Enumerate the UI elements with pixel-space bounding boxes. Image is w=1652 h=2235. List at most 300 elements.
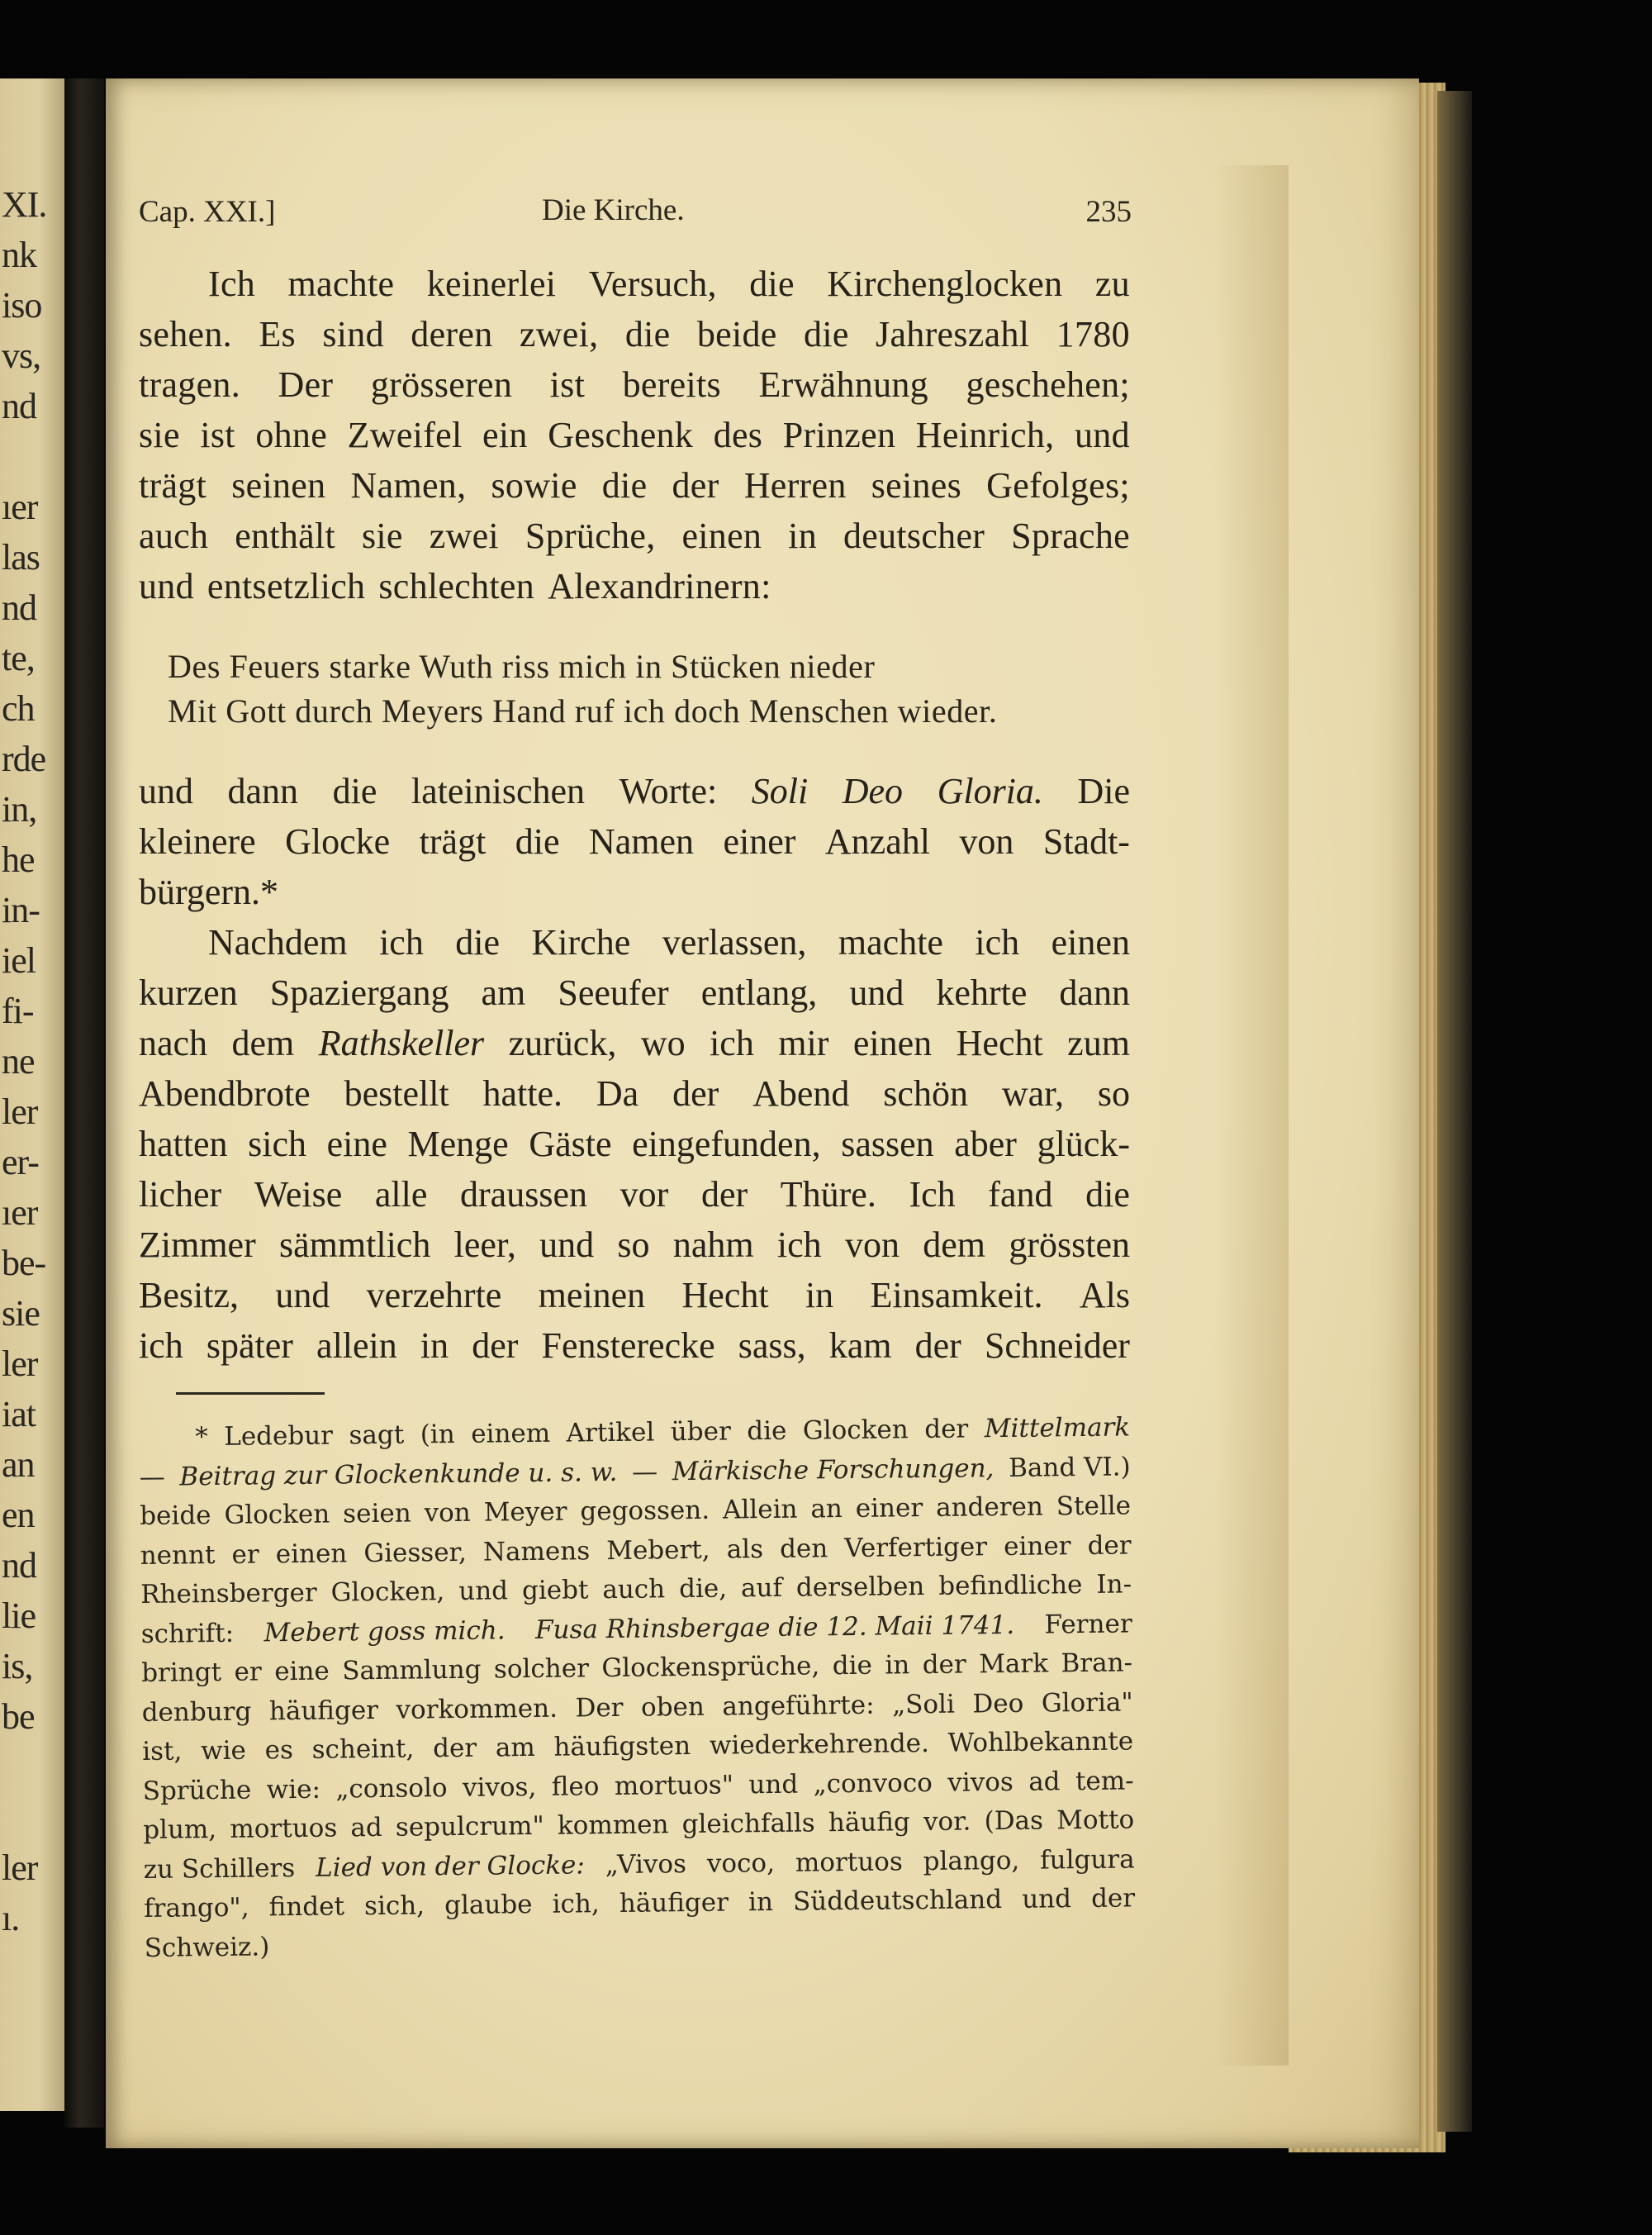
word: Namen, [350, 465, 467, 506]
word: und [1022, 1884, 1072, 1914]
word: Gefolges; [986, 465, 1130, 506]
word: es [264, 1735, 294, 1766]
word: machte [287, 264, 395, 304]
word: Sprache [1011, 516, 1130, 556]
word: Namens [482, 1535, 591, 1567]
word: Giesser, [363, 1537, 468, 1568]
word: aber [954, 1124, 1017, 1164]
word: nahm [672, 1224, 754, 1265]
word: Namen [588, 821, 695, 862]
word: Ferner [1044, 1608, 1132, 1640]
word: einer [1003, 1530, 1071, 1562]
fragment-line: ı. [2, 1898, 20, 1938]
fragment-line: an [2, 1444, 35, 1485]
word: gleichfalls [681, 1808, 815, 1840]
word: mir [778, 1023, 829, 1063]
word: kurzen [139, 972, 238, 1013]
word: einer [723, 821, 796, 862]
page-margin-stain [1214, 165, 1289, 2066]
word: Fensterecke [541, 1325, 715, 1366]
word: und [139, 771, 193, 811]
word: Glocke [285, 821, 391, 862]
word: hatten [139, 1124, 228, 1164]
word: gegossen. [580, 1495, 710, 1527]
word: am [481, 972, 526, 1013]
word: der [914, 1325, 961, 1366]
word: über [670, 1416, 731, 1448]
word: der [924, 1414, 969, 1445]
word: die [455, 922, 501, 963]
fragment-line: iel [2, 940, 36, 981]
word: „Soli [891, 1689, 956, 1719]
word: draussen [460, 1174, 587, 1215]
word: und [139, 566, 194, 606]
word: vor [620, 1174, 669, 1215]
word: Alexandrinern: [548, 566, 771, 606]
word: Der [575, 1692, 624, 1723]
text-line [139, 460, 1130, 511]
word: Kirche [531, 922, 631, 963]
fragment-line: ıer [2, 1192, 38, 1233]
word: Abendbrote [139, 1073, 311, 1114]
word: findet [268, 1891, 345, 1923]
word: sie [361, 516, 403, 556]
word: Bran- [1061, 1648, 1133, 1679]
word: — [631, 1456, 658, 1487]
word: und [849, 972, 904, 1013]
word: Menge [407, 1124, 509, 1164]
text-line [139, 561, 1130, 611]
word: Ich [909, 1174, 956, 1215]
word: die [1085, 1174, 1130, 1215]
word: der [672, 465, 719, 506]
text-line [139, 766, 1130, 816]
word: wie: [266, 1774, 321, 1805]
word: von [424, 1497, 471, 1529]
word: einen [681, 516, 762, 556]
word: an [810, 1494, 843, 1524]
word: allein [316, 1325, 397, 1366]
fragment-line: in- [2, 890, 40, 930]
fragment-line: ıer [2, 487, 38, 527]
word: plango, [923, 1845, 1020, 1876]
chapter-label: Cap. XXI.] [139, 195, 276, 229]
text-line [139, 1068, 1130, 1119]
word: sämmtlich [279, 1224, 431, 1265]
word: plum, [143, 1814, 217, 1845]
word: dann [1059, 972, 1130, 1013]
word: * [195, 1422, 208, 1453]
word: in [748, 1886, 774, 1918]
word: er [231, 1538, 259, 1570]
fragment-line: nd [2, 1545, 36, 1586]
word: Thüre. [780, 1174, 876, 1215]
word: vor. [923, 1806, 971, 1838]
word: Da [596, 1073, 639, 1114]
word: Abend [752, 1073, 850, 1114]
text-line [139, 816, 1130, 867]
word: Glocken [802, 1415, 909, 1446]
word: am [495, 1732, 535, 1763]
word: frango", [144, 1892, 249, 1924]
word: Die [1077, 771, 1130, 811]
word: zu [1094, 264, 1130, 304]
word: den [779, 1533, 828, 1564]
word: Stadt- [1042, 821, 1130, 862]
word: Gloria" [1041, 1686, 1133, 1719]
word: trägt [419, 821, 487, 862]
fragment-line: is, [2, 1646, 33, 1686]
word: der [922, 1649, 966, 1681]
word: Mark [979, 1648, 1049, 1680]
word: trägt [139, 465, 207, 506]
word: auch [602, 1574, 666, 1605]
word: beide [696, 314, 777, 354]
word: vivos [947, 1767, 1014, 1798]
fragment-line: las [2, 537, 40, 578]
text-line [139, 309, 1130, 359]
word: sagt [349, 1419, 405, 1451]
fragment-line: he [2, 839, 35, 880]
word: bereits [622, 364, 721, 405]
word: zu Schillers [143, 1852, 296, 1885]
running-head [139, 184, 1130, 234]
word: Spaziergang [269, 972, 449, 1013]
word: sie [139, 415, 180, 455]
word: sehen. [139, 314, 232, 354]
fragment-line: nd [2, 386, 36, 426]
word: „Vivos [605, 1848, 687, 1880]
word: geschehen; [966, 364, 1130, 405]
word: licher [139, 1174, 222, 1215]
text-line [139, 1270, 1130, 1320]
word: Schneider [984, 1325, 1130, 1366]
text-line [139, 1220, 1130, 1270]
word: Band VI.) [1008, 1451, 1131, 1483]
word: zum [1067, 1023, 1130, 1063]
fragment-line: XI. [2, 184, 47, 225]
word: schrift: [140, 1618, 235, 1649]
text-line [139, 1119, 1130, 1169]
word: sich, [363, 1890, 425, 1922]
word: auch [139, 516, 209, 556]
word: die [832, 1650, 873, 1681]
word: als [726, 1534, 764, 1565]
word: die [601, 465, 648, 506]
word: Schweiz.) [144, 1931, 270, 1963]
word: — [139, 1462, 165, 1492]
word: lateinischen [411, 771, 586, 811]
word: bürgern.* [139, 872, 279, 912]
fragment-line: ler [2, 1091, 38, 1132]
previous-page-edge [0, 78, 64, 2111]
fragment-line: be- [2, 1243, 46, 1283]
word: Lied von der Glocke: [315, 1849, 586, 1883]
word: Deo [972, 1688, 1024, 1719]
word: der [432, 1733, 477, 1764]
word: Geschenk [548, 415, 694, 455]
word: Zimmer [139, 1224, 256, 1265]
word: des [713, 415, 763, 455]
word: meinen [538, 1275, 646, 1315]
word: der [1090, 1883, 1136, 1914]
fragment-line: iat [2, 1394, 36, 1434]
word: In- [1096, 1569, 1132, 1600]
word: häufiger [619, 1887, 729, 1919]
word: ein [482, 415, 528, 455]
text-line [139, 1018, 1130, 1068]
word: sepulcrum" [395, 1810, 544, 1843]
word: wo [640, 1023, 686, 1063]
word: Nachdem [208, 922, 348, 963]
word: angeführte: [722, 1690, 875, 1722]
word: zwei, [519, 314, 599, 354]
word: Soli [751, 771, 809, 811]
word: seinen [231, 465, 326, 506]
word: ich [710, 1023, 754, 1063]
word: (in [420, 1419, 455, 1450]
word: Mebert goss mich. [263, 1614, 506, 1648]
word: mortuos [230, 1813, 338, 1844]
word: dem [923, 1224, 986, 1265]
word: die [624, 314, 671, 354]
word: wiederkehrende. [709, 1729, 930, 1761]
word: Glocken, [330, 1576, 445, 1608]
word: mortuos [795, 1846, 903, 1878]
page-number: 235 [1085, 195, 1132, 229]
paragraphs-2-3 [139, 766, 1130, 1371]
word: und [275, 1275, 330, 1315]
word: nennt [140, 1539, 216, 1571]
word: in [788, 516, 817, 556]
word: Mittelmark [984, 1412, 1131, 1444]
previous-page-text-fragments [2, 179, 64, 1943]
word: seines [871, 465, 962, 506]
word: Hecht [681, 1275, 769, 1315]
word: Worte: [619, 771, 718, 811]
word: Jahreszahl [876, 314, 1030, 354]
text-line [139, 259, 1130, 309]
word: Stelle [1056, 1491, 1132, 1522]
word: vorkommen. [396, 1693, 558, 1725]
word: Heinrich, [915, 415, 1055, 455]
word: der [1087, 1529, 1132, 1561]
word: eine [326, 1124, 387, 1164]
word: fleo [551, 1771, 600, 1802]
fragment-line: er- [2, 1142, 39, 1182]
word: die [747, 1415, 787, 1447]
word: glück- [1037, 1124, 1130, 1164]
word: leer, [453, 1224, 516, 1265]
fragment-line: ler [2, 1847, 38, 1888]
paragraph-1 [139, 259, 1130, 611]
word: so [617, 1224, 650, 1265]
fragment-line: rde [2, 739, 46, 779]
word: häufig [828, 1807, 910, 1838]
word: entlang, [700, 972, 818, 1013]
fragment-line: ne [2, 1041, 35, 1082]
bell-inscription-quote [168, 644, 1126, 734]
fragment-line: ler [2, 1343, 38, 1384]
word: Mebert, [606, 1534, 710, 1566]
book-cover-edge [1437, 91, 1472, 2132]
word: ist [549, 364, 586, 405]
word: Fusa Rhinsbergae die 12. Maii 1741. [534, 1610, 1015, 1645]
word: giebt [521, 1575, 589, 1606]
text-line [139, 867, 1130, 917]
word: in [420, 1325, 449, 1366]
word: Kirchenglocken [827, 264, 1063, 304]
word: schlechten [378, 566, 535, 606]
fragment-line: vs, [2, 335, 41, 376]
word: Allein [722, 1494, 798, 1525]
word: Zweifel [347, 415, 463, 455]
word: Herren [743, 465, 847, 506]
word: war, [1001, 1073, 1065, 1114]
fragment-line: lie [2, 1595, 36, 1636]
fragment-line: en [2, 1495, 35, 1535]
word: einen [852, 1023, 933, 1063]
word: grössten [1009, 1224, 1130, 1265]
word: Märkische Forschungen, [672, 1453, 995, 1486]
word: Beitrag zur Glockenkunde u. s. w. [179, 1457, 618, 1491]
word: er [234, 1657, 262, 1687]
word: kam [828, 1325, 892, 1366]
word: bringt [141, 1657, 222, 1688]
word: glaube [444, 1890, 533, 1921]
word: so [1097, 1073, 1130, 1114]
word: vivos, [462, 1771, 537, 1803]
quote-line: Des Feuers starke Wuth riss mich in Stücken nieder [168, 648, 876, 685]
word: ich [139, 1325, 183, 1366]
word: dann [227, 771, 299, 811]
word: Anzahl [824, 821, 930, 862]
word: ohne [255, 415, 328, 455]
fragment-line [2, 431, 64, 482]
word: die, [678, 1573, 728, 1605]
word: Einsamkeit. [870, 1275, 1043, 1315]
word: seien [343, 1498, 411, 1529]
word: ich, [552, 1889, 600, 1919]
word: hatte. [482, 1073, 563, 1114]
word: ist, [142, 1736, 183, 1767]
word: Prinzen [782, 415, 896, 455]
word: einer [855, 1493, 923, 1524]
fragment-line: be [2, 1696, 35, 1737]
text-line [139, 410, 1130, 460]
fragment-line: fi- [2, 991, 34, 1031]
word: verzehrte [366, 1275, 502, 1315]
word: keinerlei [426, 264, 557, 304]
word: beide [140, 1500, 211, 1531]
word: Süddeutschland [792, 1885, 1003, 1917]
word: Gloria. [937, 771, 1043, 811]
word: eine [274, 1656, 330, 1687]
word: „convoco [813, 1767, 933, 1799]
word: deutscher [843, 516, 985, 556]
word: kommen [557, 1809, 669, 1841]
word: Besitz, [139, 1275, 239, 1315]
word: fulgura [1039, 1843, 1135, 1876]
word: Artikel [566, 1417, 655, 1448]
word: (Das [984, 1805, 1044, 1837]
word: Motto [1056, 1805, 1135, 1836]
word: derselben [795, 1572, 925, 1603]
word: ich [379, 922, 424, 963]
word: deren [411, 314, 493, 354]
word: und [458, 1576, 509, 1606]
word: eingefunden, [632, 1124, 821, 1164]
word: oben [640, 1691, 705, 1723]
word: der [700, 1174, 748, 1215]
word: sich [248, 1124, 307, 1164]
word: kleinere [139, 821, 256, 862]
word: befindliche [938, 1570, 1083, 1601]
word: Der [278, 364, 334, 405]
fragment-line [2, 1792, 64, 1843]
word: Gäste [529, 1124, 612, 1164]
word: ad [350, 1812, 382, 1843]
word: Sammlung [342, 1654, 482, 1686]
word: die [332, 771, 377, 811]
word: der [672, 1073, 719, 1114]
word: von [959, 821, 1014, 862]
word: sassen [841, 1124, 934, 1164]
word: voco, [706, 1847, 776, 1879]
word: entsetzlich [206, 566, 366, 606]
word: Sprüche [142, 1775, 252, 1806]
word: machte [838, 922, 943, 963]
word: 1780 [1056, 314, 1130, 354]
word: sind [322, 314, 384, 354]
fragment-line: te, [2, 638, 35, 678]
text-line [139, 511, 1130, 561]
page-title: Die Kirche. [542, 193, 685, 227]
word: von [844, 1224, 900, 1265]
word: die [804, 314, 849, 354]
word: Seeufer [558, 972, 669, 1013]
fragment-line: ch [2, 688, 35, 729]
word: die [515, 821, 560, 862]
word: denburg [141, 1696, 252, 1728]
fragment-line: iso [2, 285, 42, 326]
word: der [472, 1325, 519, 1366]
text-line [139, 917, 1130, 968]
word: solcher [493, 1653, 590, 1685]
fragment-line: sie [2, 1293, 40, 1334]
footnote [139, 1408, 1136, 1968]
word: scheint, [311, 1733, 415, 1765]
word: schön [883, 1073, 968, 1114]
word: Meyer [483, 1496, 567, 1528]
word: ist [200, 415, 235, 455]
word: und [1074, 415, 1130, 455]
word: tragen. [139, 364, 241, 405]
word: „consolo [335, 1772, 448, 1805]
word: alle [374, 1174, 428, 1215]
word: verlassen, [662, 922, 807, 963]
word: grösseren [370, 364, 513, 405]
word: und [539, 1224, 595, 1265]
word: dem [231, 1023, 295, 1063]
word: einen [275, 1538, 348, 1569]
word: Ledebur [224, 1420, 334, 1452]
text-line [139, 1169, 1130, 1220]
word: Versuch, [588, 264, 717, 304]
word: Es [259, 314, 296, 354]
fragment-line: in, [2, 789, 37, 830]
text-line [139, 359, 1130, 410]
